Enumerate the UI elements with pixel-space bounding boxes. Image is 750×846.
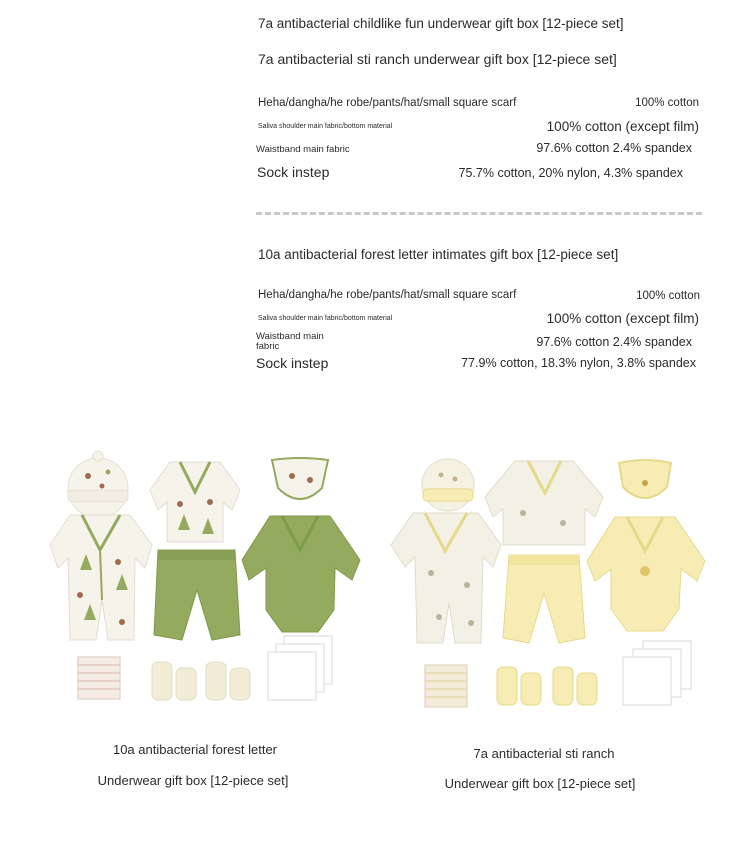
spec-label-bib: Saliva shoulder main fabric/bottom material	[258, 123, 393, 130]
ranch-bib	[619, 460, 671, 498]
forest-spec-label-garments: Heha/dangha/he robe/pants/hat/small square scarf	[258, 289, 517, 301]
spec-label-sock: Sock instep	[257, 164, 330, 180]
spec-label-waistband: Waistband main fabric	[256, 144, 350, 155]
ranch-pants	[503, 555, 585, 643]
forest-bib	[272, 458, 328, 499]
ranch-hat	[422, 459, 474, 511]
ranch-bodysuit	[587, 517, 705, 631]
spec-label-garments: Heha/dangha/he robe/pants/hat/small square scarf	[258, 97, 517, 109]
ranch-gift-set-image	[383, 453, 713, 718]
gift-box-title-ranch: 7a antibacterial sti ranch underwear gift box [12-piece set]	[258, 51, 617, 67]
forest-romper	[50, 515, 152, 640]
ranch-top	[485, 461, 603, 545]
forest-accessories	[78, 636, 332, 700]
forest-section-title: 10a antibacterial forest letter intimates gift box [12-piece set]	[258, 247, 619, 262]
forest-pants	[154, 550, 240, 640]
spec-value-sock: 75.7% cotton, 20% nylon, 4.3% spandex	[458, 166, 683, 180]
forest-spec-value-bib: 100% cotton (except film)	[546, 311, 699, 326]
forest-spec-label-waistband-line1: Waistband main	[256, 331, 324, 342]
forest-caption-line2: Underwear gift box [12-piece set]	[97, 773, 289, 788]
forest-spec-label-waistband-line2: fabric	[256, 341, 280, 352]
forest-spec-label-sock: Sock instep	[256, 355, 329, 371]
forest-caption-line1: 10a antibacterial forest letter	[112, 742, 278, 757]
spec-value-garments: 100% cotton	[635, 97, 699, 109]
forest-spec-label-bib: Saliva shoulder main fabric/bottom material	[258, 315, 393, 322]
forest-hat	[68, 451, 128, 518]
forest-spec-label-waistband	[256, 332, 324, 352]
forest-spec-value-garments: 100% cotton	[636, 290, 700, 302]
section-divider	[256, 212, 702, 215]
forest-top	[150, 462, 240, 542]
forest-bodysuit	[242, 516, 360, 632]
ranch-caption-line1: 7a antibacterial sti ranch	[473, 746, 615, 761]
ranch-romper	[391, 513, 501, 643]
spec-value-bib: 100% cotton (except film)	[546, 119, 699, 134]
gift-box-title-fun: 7a antibacterial childlike fun underwear gift box [12-piece set]	[258, 16, 624, 31]
forest-spec-value-sock: 77.9% cotton, 18.3% nylon, 3.8% spandex	[461, 356, 696, 370]
spec-value-waistband: 97.6% cotton 2.4% spandex	[536, 141, 692, 155]
ranch-accessories	[425, 641, 691, 707]
forest-spec-value-waistband: 97.6% cotton 2.4% spandex	[536, 335, 692, 349]
forest-gift-set-image	[30, 450, 370, 715]
ranch-caption-line2: Underwear gift box [12-piece set]	[444, 776, 636, 791]
